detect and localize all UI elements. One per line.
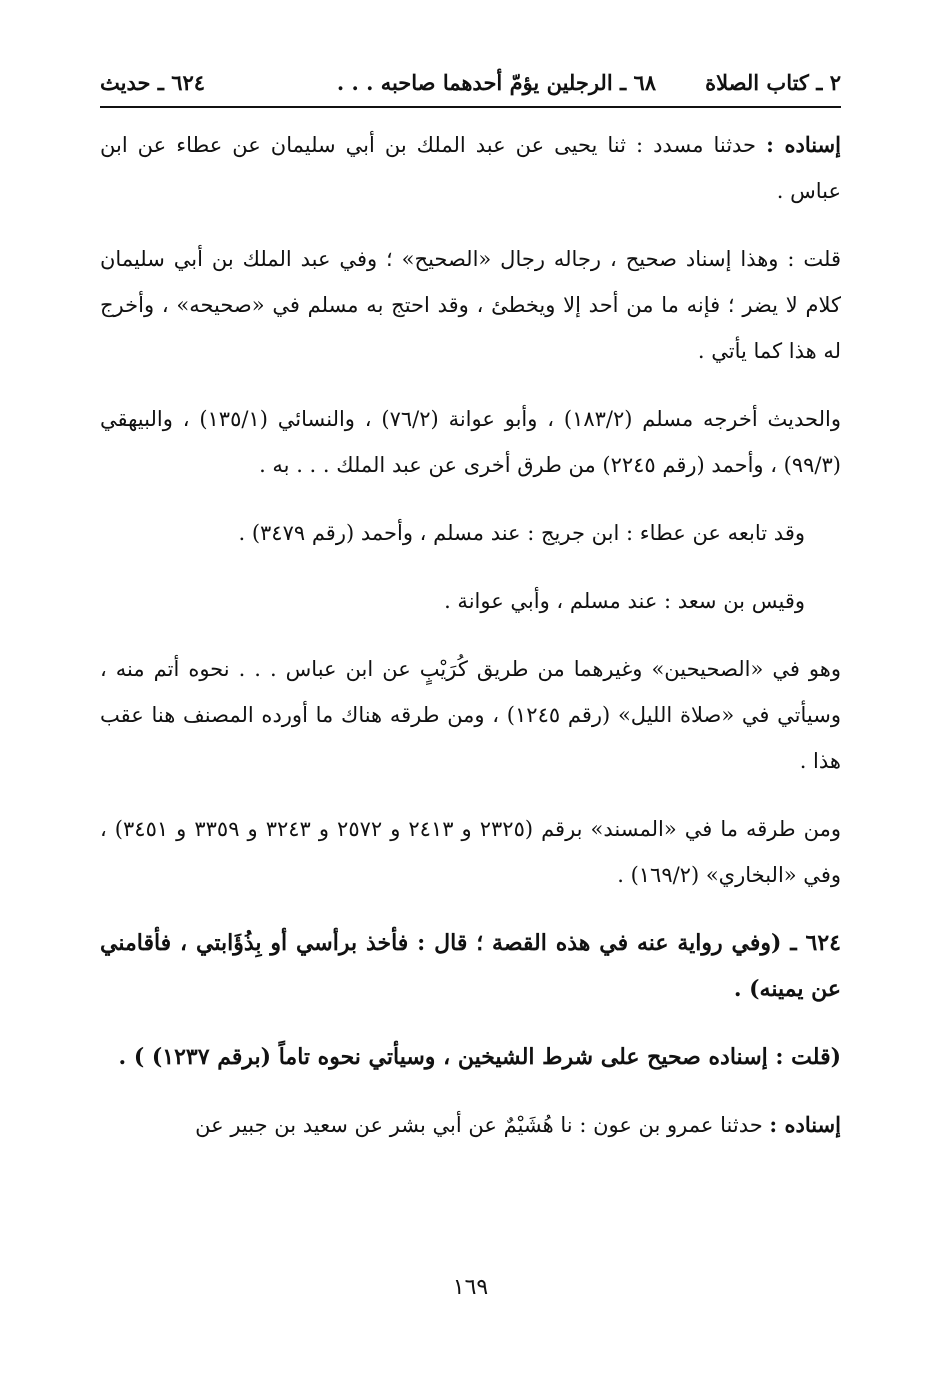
hadith-grading: (قلت : إسناده صحيح على شرط الشيخين ، وسيأتي نحوه تاماً (برقم ١٢٣٧) ) . <box>118 1044 841 1070</box>
header-hadith-number: ٦٢٤ ـ حديث <box>100 70 206 95</box>
isnad-paragraph-2 <box>100 1102 841 1148</box>
isnad-label: إسناده : <box>766 132 841 157</box>
musnad-paragraph: ومن طرقه ما في «المسند» برقم (٢٣٢٥ و ٢٤١٣ و ٢٥٧٢ و ٣٢٤٣ و ٣٣٥٩ و ٣٤٥١) ، وفي «البخاري» (١٦٩/٢) . <box>100 817 842 887</box>
isnad-paragraph <box>100 122 841 214</box>
sahihayn-paragraph: وهو في «الصحيحين» وغيرهما من طريق كُرَيْبٍ عن ابن عباس . . . نحوه أتم منه ، وسيأتي في «صلاة الليل» (رقم ١٢٤٥) ، ومن طرقه هناك ما أورده المصنف هنا عقب هذا . <box>100 657 841 773</box>
page-number: ١٦٩ <box>452 1275 489 1300</box>
isnad-text: حدثنا مسدد : ثنا يحيى عن عبد الملك بن أبي سليمان عن عطاء عن ابن عباس . <box>100 133 841 203</box>
isnad-label-2: إسناده : <box>769 1112 841 1137</box>
hadith-text: ٦٢٤ ـ (وفي رواية عنه في هذه القصة ؛ قال : فأخذ برأسي أو بِذُؤَابتي ، فأقامني عن يمينه) . <box>100 930 841 1002</box>
commentary-paragraph: قلت : وهذا إسناد صحيح ، رجاله رجال «الصحيح» ؛ وفي عبد الملك بن أبي سليمان كلام لا يضر ؛ فإنه ما من أحد إلا ويخطئ ، وقد احتج به مسلم في «صحيحه» ، وأخرج له هذا كما يأتي . <box>100 247 841 363</box>
isnad-text-2: حدثنا عمرو بن عون : نا هُشَيْمٌ عن أبي بشر عن سعيد بن جبير عن <box>195 1113 763 1137</box>
running-header <box>100 66 841 108</box>
mutaba-paragraph: وقد تابعه عن عطاء : ابن جريج : عند مسلم ، وأحمد (رقم ٣٤٧٩) . <box>238 521 805 545</box>
page-body <box>100 122 841 1148</box>
mutaba-paragraph-2: وقيس بن سعد : عند مسلم ، وأبي عوانة . <box>444 589 805 613</box>
header-book-title: ٢ ـ كتاب الصلاة <box>705 70 841 95</box>
header-chapter-title: ٦٨ ـ الرجلين يؤمّ أحدهما صاحبه . . . <box>336 70 656 95</box>
takhrij-paragraph: والحديث أخرجه مسلم (١٨٣/٢) ، وأبو عوانة (٧٦/٢) ، والنسائي (١٣٥/١) ، والبيهقي (٩٩/٣) ، وأحمد (رقم ٢٢٤٥) من طرق أخرى عن عبد الملك . . . به . <box>100 407 841 477</box>
